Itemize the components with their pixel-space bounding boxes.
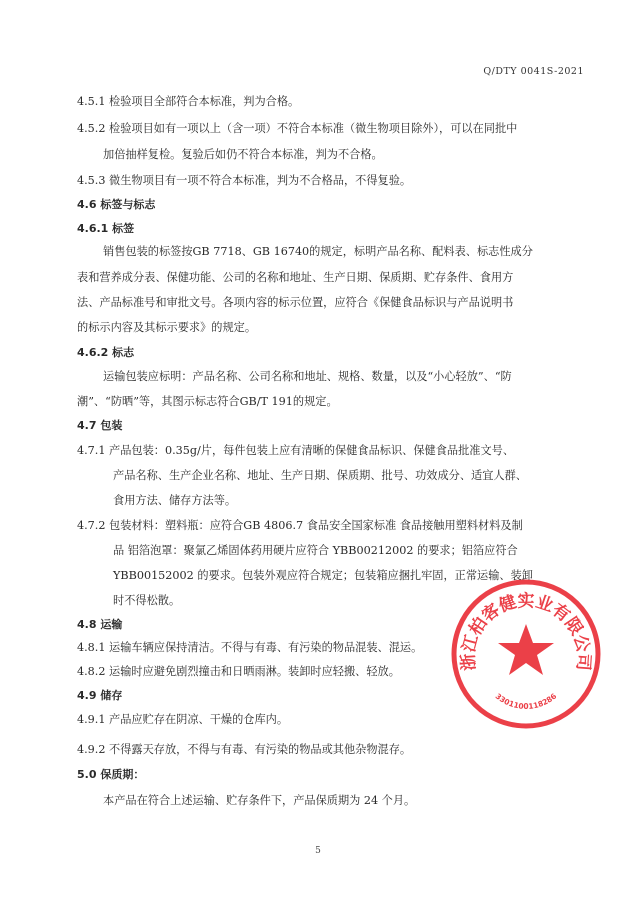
clause-4-7-1-line1: 4.7.1 产品包装：0.35g/片，每件包装上应有清晰的保健食品标识、保健食品批准文号、 [77, 444, 515, 457]
clause-4-9-1: 4.9.1 产品应贮存在阴凉、干燥的仓库内。 [77, 713, 289, 726]
clause-4-8-1: 4.8.1 运输车辆应保持清洁。不得与有毒、有污染的物品混装、混运。 [77, 641, 423, 654]
clause-4-7-1-line3: 食用方法、储存方法等。 [113, 494, 237, 507]
clause-4-7-1-line2: 产品名称、生产企业名称、地址、生产日期、保质期、批号、功效成分、适宜人群、 [113, 469, 527, 482]
section-heading-4-6-2: 4.6.2 标志 [77, 346, 135, 359]
clause-4-6-1-line2: 表和营养成分表、保健功能、公司的名称和地址、生产日期、保质期、贮存条件、食用方 [77, 271, 514, 284]
seal-company-text: 浙江柏客健实业有限公司 [458, 591, 594, 672]
clause-4-6-1-line1: 销售包装的标签按GB 7718、GB 16740的规定，标明产品名称、配料表、标志性成分 [103, 245, 533, 258]
clause-4-5-2-line1: 4.5.2 检验项目如有一项以上（含一项）不符合本标准（微生物项目除外），可以在同批中 [77, 122, 518, 135]
seal-code-text: 3301100118286 [493, 691, 559, 711]
clause-4-6-1-line3: 法、产品标准号和审批文号。各项内容的标示位置，应符合《保健食品标识与产品说明书 [77, 296, 514, 309]
clause-4-5-2-line2: 加倍抽样复检。复验后如仍不符合本标准，判为不合格。 [103, 148, 383, 161]
seal-star-icon [498, 624, 554, 675]
section-heading-4-7: 4.7 包装 [77, 419, 123, 432]
clause-4-7-2-line4: 时不得松散。 [113, 594, 181, 607]
clause-4-6-2-line2: 潮”、“防晒”等，其图示标志符合GB/T 191的规定。 [77, 395, 338, 408]
standard-code: Q/DTY 0041S-2021 [483, 66, 584, 77]
clause-4-7-2-line2: 品 铝箔泡罩：聚氯乙烯固体药用硬片应符合 YBB00212002 的要求；铝箔应符合 [113, 544, 518, 557]
clause-4-8-2: 4.8.2 运输时应避免剧烈撞击和日晒雨淋。装卸时应轻搬、轻放。 [77, 665, 400, 678]
clause-5-0: 本产品在符合上述运输、贮存条件下，产品保质期为 24 个月。 [103, 794, 416, 807]
clause-4-9-2: 4.9.2 不得露天存放，不得与有毒、有污染的物品或其他杂物混存。 [77, 743, 412, 756]
clause-4-6-2-line1: 运输包装应标明：产品名称、公司名称和地址、规格、数量，以及“小心轻放”、“防 [103, 370, 512, 383]
section-heading-4-9: 4.9 储存 [77, 689, 123, 702]
page-number: 5 [315, 846, 321, 856]
section-heading-4-6: 4.6 标签与标志 [77, 198, 156, 211]
section-heading-4-8: 4.8 运输 [77, 618, 123, 631]
section-heading-5-0: 5.0 保质期： [77, 768, 145, 781]
clause-4-5-3: 4.5.3 微生物项目有一项不符合本标准，判为不合格品，不得复验。 [77, 174, 412, 187]
clause-4-6-1-line4: 的标示内容及其标示要求》的规定。 [77, 321, 257, 334]
clause-4-7-2-line1: 4.7.2 包装材料：塑料瓶：应符合GB 4806.7 食品安全国家标准 食品接触用塑料材料及制 [77, 519, 523, 532]
clause-4-7-2-line3: YBB00152002 的要求。包装外观应符合规定；包装箱应捆扎牢固，正常运输、装卸 [113, 569, 533, 582]
clause-4-5-1: 4.5.1 检验项目全部符合本标准，判为合格。 [77, 95, 300, 108]
section-heading-4-6-1: 4.6.1 标签 [77, 222, 135, 235]
company-seal-stamp [450, 578, 602, 730]
